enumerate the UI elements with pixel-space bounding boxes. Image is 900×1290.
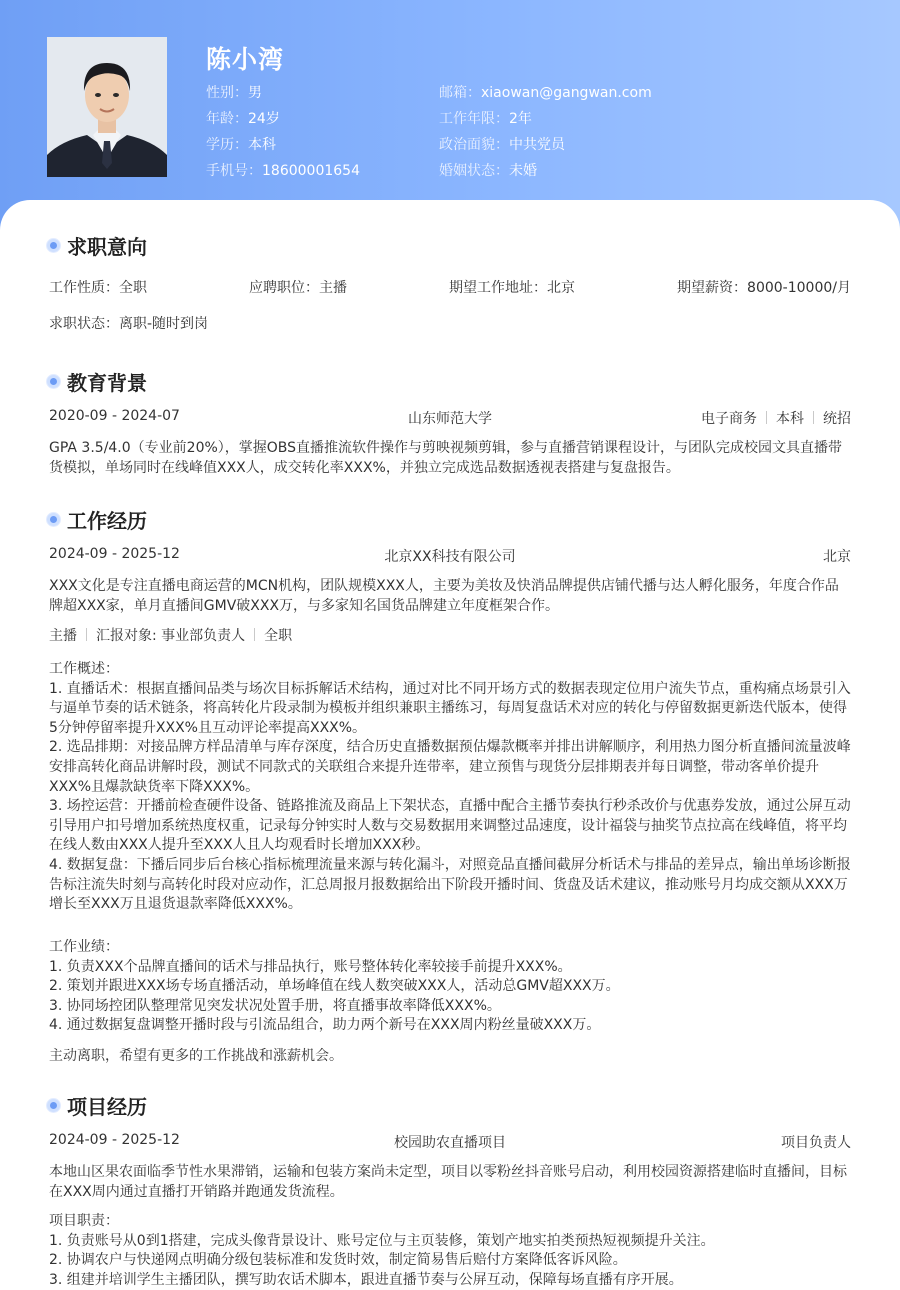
list-item: 2. 协调农户与快递网点明确分级包装标准和发货时效，制定简易售后赔付方案降低客诉风险。 (49, 1252, 627, 1269)
bullet-dot-icon (47, 1099, 60, 1112)
section-title-project: 项目经历 (47, 1091, 147, 1120)
section-title-education: 教育背景 (47, 367, 147, 396)
intent-salary: 期望薪资：8000-10000/月 (677, 280, 851, 296)
project-duty-label: 项目职责： (49, 1213, 119, 1229)
info-experience-years: 工作年限：2年 (439, 111, 532, 127)
project-duties (49, 1212, 851, 1290)
info-political-status: 政治面貌：中共党员 (439, 137, 565, 153)
work-header-row (49, 546, 851, 566)
avatar-portrait (47, 37, 167, 177)
section-title-intent: 求职意向 (47, 231, 147, 260)
intent-location: 期望工作地址：北京 (449, 280, 576, 296)
project-name: 校园助农直播项目 (394, 1135, 506, 1151)
list-item: 2. 选品排期：对接品牌方样品清单与库存深度，结合历史直播数据预估爆款概率并排出讲解顺序，利用热力图分析直播间流量波峰安排高转化商品讲解时段，测试不同款式的关联组合来提升连带率，建立预售与现货分层排期表并每日调整，带动客单价提升XXX%且爆款缺货率下降XXX%。 (49, 739, 851, 795)
section-title-work: 工作经历 (47, 505, 147, 534)
education-meta: 电子商务 本科 统招 (701, 411, 851, 427)
intent-job-type: 工作性质：全职 (49, 280, 147, 296)
list-item: 4. 通过数据复盘调整开播时段与引流品组合，助力两个新号在XXX周内粉丝量破XXX万。 (49, 1017, 601, 1034)
list-item: 1. 负责XXX个品牌直播间的话术与排品执行，账号整体转化率较接手前提升XXX%。 (49, 958, 572, 975)
intent-status: 求职状态：离职-随时到岗 (49, 316, 209, 332)
list-item: 3. 组建并培训学生主播团队，撰写助农话术脚本，跟进直播节奏与公屏互动，保障每场直播有序开展。 (49, 1271, 683, 1288)
list-item: 1. 负责账号从0到1搭建，完成头像背景设计、账号定位与主页装修，策划产地实拍类预热短视频提升关注。 (49, 1232, 715, 1249)
work-achievements (49, 938, 851, 1036)
info-email: 邮箱：xiaowan@gangwan.com (439, 85, 652, 101)
project-header-row (49, 1132, 851, 1152)
education-description: GPA 3.5/4.0（专业前20%），掌握OBS直播推流软件操作与剪映视频剪辑，参与直播营销课程设计，与团队完成校园文具直播带货模拟，单场同时在线峰值XXX人，成交转化率XXX%，并独立完成选品数据透视表搭建与复盘报告。 (49, 440, 843, 476)
intent-position: 应聘职位：主播 (249, 280, 348, 296)
bullet-dot-icon (47, 375, 60, 388)
work-meta: 主播 汇报对象: 事业部负责人 全职 (49, 628, 293, 644)
basic-info-right (439, 83, 652, 187)
info-age: 年龄：24岁 (206, 111, 280, 127)
work-city: 北京 (823, 549, 851, 565)
project-role: 项目负责人 (781, 1135, 851, 1151)
list-item: 3. 协同场控团队整理常见突发状况处置手册，将直播事故率降低XXX%。 (49, 997, 501, 1014)
info-phone: 手机号：18600001654 (206, 163, 360, 179)
work-achievement-label: 工作业绩： (49, 939, 119, 955)
basic-info-left (206, 83, 360, 187)
work-overview (49, 660, 851, 915)
project-period: 2024-09 - 2025-12 (49, 1132, 180, 1148)
project-description: 本地山区果农面临季节性水果滞销，运输和包装方案尚未定型，项目以零粉丝抖音账号启动，利用校园资源搭建临时直播间，目标在XXX周内通过直播打开销路并跑通发货流程。 (49, 1164, 847, 1200)
list-item: 4. 数据复盘：下播后同步后台核心指标梳理流量来源与转化漏斗，对照竞品直播间截屏分析话术与排品的差异点，输出单场诊断报告标注流失时刻与高转化时段对应动作，汇总周报月报数据给出下阶段开播时间、货盘及话术建议，推动账号月均成交额从XXX万增长至XXX万且退货退款率降低XXX%。 (49, 856, 851, 913)
profile-photo (47, 37, 167, 177)
bullet-dot-icon (47, 239, 60, 252)
info-marital-status: 婚姻状态：未婚 (439, 163, 537, 179)
work-overview-label: 工作概述： (49, 661, 119, 677)
intent-row (49, 277, 851, 297)
work-leave-reason: 主动离职，希望有更多的工作挑战和涨薪机会。 (49, 1048, 343, 1064)
candidate-name: 陈小湾 (206, 45, 285, 74)
list-item: 3. 场控运营：开播前检查硬件设备、链路推流及商品上下架状态，直播中配合主播节奏执行秒杀改价与优惠券发放，通过公屏互动引导用户扣号增加系统热度权重，记录每分钟实时人数与交易数据用来调整过品速度，设计福袋与抽奖节点拉高在线峰值，将平均在线人数由XXX人提升至XXX人且人均观看时长增加XXX秒。 (49, 798, 851, 854)
education-school: 山东师范大学 (408, 411, 492, 427)
list-item: 2. 策划并跟进XXX场专场直播活动，单场峰值在线人数突破XXX人，活动总GMV超XXX万。 (49, 978, 620, 995)
work-company-description: XXX文化是专注直播电商运营的MCN机构，团队规模XXX人，主要为美妆及快消品牌提供店铺代播与达人孵化服务，年度合作品牌超XXX家，单月直播间GMV破XXX万，与多家知名国货品牌建立年度框架合作。 (49, 578, 839, 614)
education-period: 2020-09 - 2024-07 (49, 408, 180, 424)
education-header-row (49, 408, 851, 428)
bullet-dot-icon (47, 513, 60, 526)
list-item: 1. 直播话术：根据直播间品类与场次目标拆解话术结构，通过对比不同开场方式的数据表现定位用户流失节点，重构痛点场景引入与逼单节奏的话术链条，将高转化片段录制为模板并组织兼职主播练习，每周复盘话术对应的转化与停留数据更新迭代版本，使得5分钟停留率提升XXX%且互动评论率提高XXX%。 (49, 680, 851, 736)
info-gender: 性别：男 (206, 85, 262, 101)
work-period: 2024-09 - 2025-12 (49, 546, 180, 562)
info-degree: 学历：本科 (206, 137, 276, 153)
work-company: 北京XX科技有限公司 (384, 549, 516, 565)
